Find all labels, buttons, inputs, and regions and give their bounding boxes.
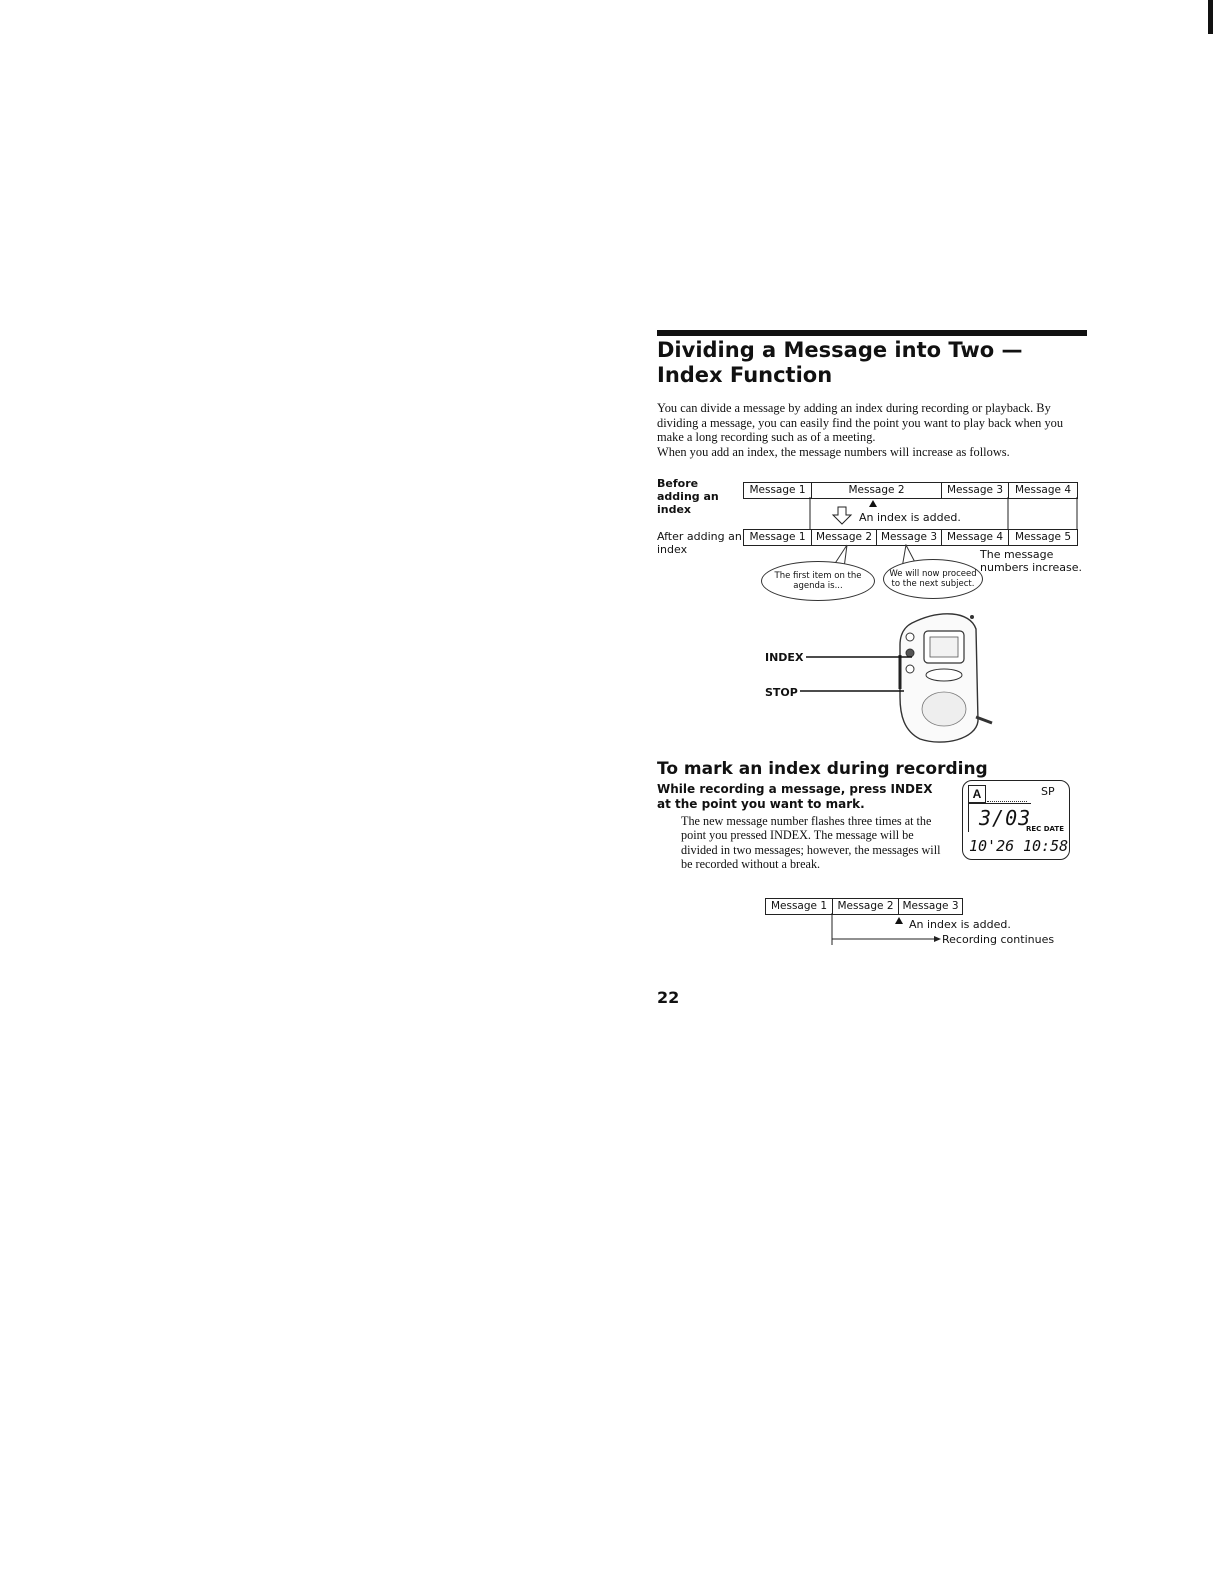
before-adding-label: Before adding an index <box>657 477 719 516</box>
lcd-time-1: 10'26 <box>969 837 1015 855</box>
lcd-mode-indicator: A <box>968 785 986 803</box>
intro-text <box>657 401 1087 459</box>
speech-bubble-1: The first item on the agenda is... <box>761 561 875 601</box>
before-message-3: Message 3 <box>941 483 1008 498</box>
lcd-battery-bars <box>987 795 1027 802</box>
stop-button-label: STOP <box>765 686 798 699</box>
after-message-3: Message 3 <box>876 530 941 545</box>
recording-message-2: Message 2 <box>832 899 898 914</box>
lcd-display <box>962 780 1070 860</box>
recording-continues-note: Recording continues <box>942 933 1055 946</box>
intro-paragraph-2: When you add an index, the message numbers will increase as follows. <box>657 444 1010 459</box>
numbers-increase-note: The message numbers increase. <box>980 548 1083 574</box>
after-adding-label: After adding an index <box>657 530 742 556</box>
before-message-4: Message 4 <box>1008 483 1078 498</box>
index-button-label: INDEX <box>765 651 804 664</box>
voice-recorder-illustration <box>800 605 1000 745</box>
after-message-4: Message 4 <box>941 530 1008 545</box>
lcd-time-2: 10:58 <box>1023 837 1069 855</box>
step-description: The new message number flashes three times at the point you pressed INDEX. The message will be divided in two messages; however, the messages will be recorded without a break. <box>681 814 941 872</box>
page-number: 22 <box>657 988 680 1007</box>
lcd-sp-indicator: SP <box>1041 785 1055 798</box>
step-instruction: While recording a message, press INDEX at the point you want to mark. <box>657 782 933 811</box>
after-message-2: Message 2 <box>811 530 876 545</box>
speech-bubble-2: We will now proceed to the next subject. <box>883 559 983 599</box>
before-message-1: Message 1 <box>743 483 811 498</box>
lcd-date: 3/03 <box>979 806 1032 830</box>
after-message-5: Message 5 <box>1008 530 1078 545</box>
recording-message-1: Message 1 <box>765 899 832 914</box>
lcd-rec-date: REC DATE <box>1026 825 1064 833</box>
after-message-1: Message 1 <box>743 530 811 545</box>
index-added-note: An index is added. <box>859 511 961 524</box>
intro-paragraph-1: You can divide a message by adding an index during recording or playback. By dividing a message, you can easily find the point you want to play back when you make a long recording such as of a meeting. <box>657 401 1064 444</box>
before-message-2: Message 2 <box>811 483 941 498</box>
recording-index-note: An index is added. <box>909 918 1011 931</box>
title-rule <box>657 330 1087 336</box>
corner-crop-mark <box>1208 0 1213 34</box>
recording-message-3: Message 3 <box>898 899 963 914</box>
section-heading: To mark an index during recording <box>657 759 988 779</box>
page-title: Dividing a Message into Two — Index Function <box>657 338 1023 387</box>
